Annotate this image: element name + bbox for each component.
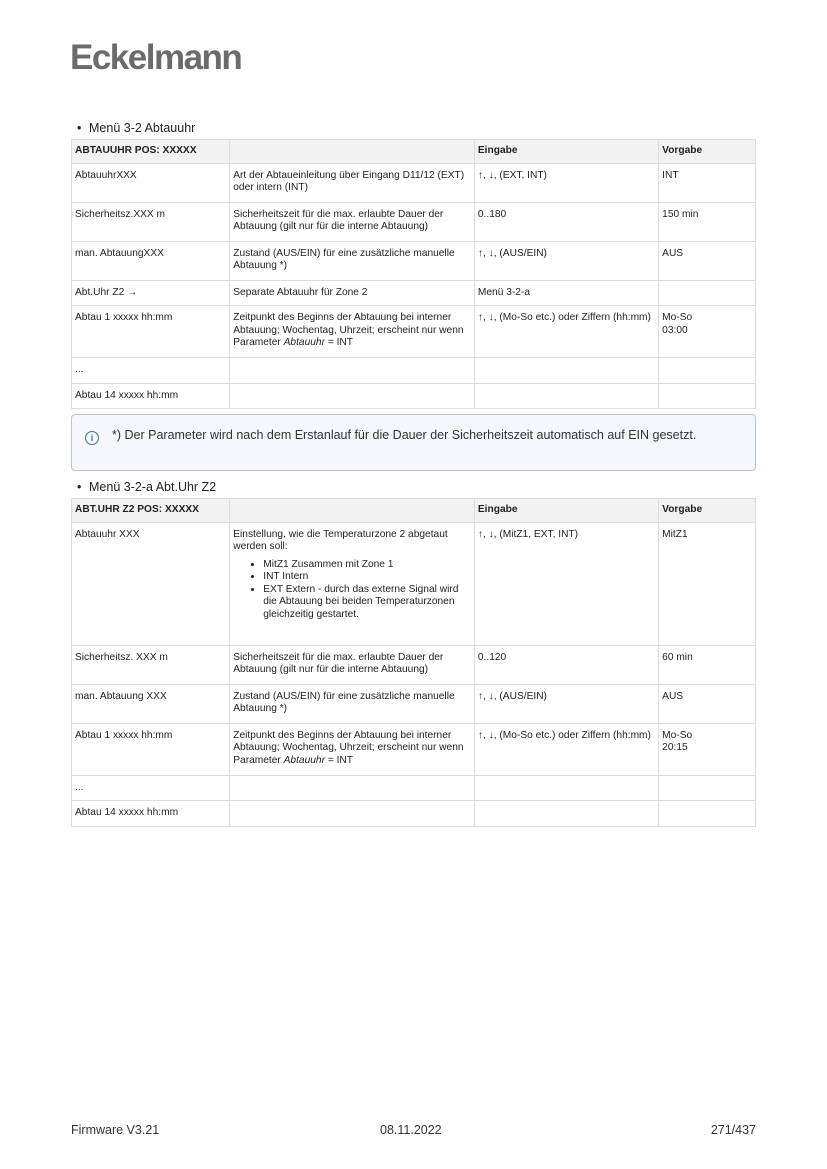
default-cell bbox=[659, 306, 756, 358]
default-cell bbox=[659, 801, 756, 827]
section-heading-text: Menü 3-2 Abtauuhr bbox=[89, 121, 196, 135]
info-icon: i bbox=[85, 431, 99, 445]
description-text: = INT bbox=[324, 337, 354, 348]
header-cell: Eingabe bbox=[474, 140, 658, 164]
default-cell: 60 min bbox=[659, 645, 756, 684]
default-cell bbox=[659, 383, 756, 409]
description-cell: Zustand (AUS/EIN) für eine zusätzliche manuelle Abtauung *) bbox=[230, 684, 475, 723]
description-cell: Sicherheitszeit für die max. erlaubte Dauer der Abtauung (gilt nur für die interne Abtauung) bbox=[230, 202, 475, 241]
description-cell bbox=[230, 358, 475, 384]
input-cell bbox=[474, 358, 658, 384]
description-cell bbox=[230, 522, 475, 645]
input-cell bbox=[474, 801, 658, 827]
header-cell: Vorgabe bbox=[659, 499, 756, 523]
table-row bbox=[72, 241, 756, 280]
input-cell bbox=[474, 775, 658, 801]
default-cell: AUS bbox=[659, 684, 756, 723]
table-row bbox=[72, 522, 756, 645]
default-cell bbox=[659, 723, 756, 775]
bullet: • bbox=[77, 121, 82, 135]
table-row bbox=[72, 383, 756, 409]
input-cell bbox=[474, 383, 658, 409]
description-cell bbox=[230, 775, 475, 801]
table-row bbox=[72, 645, 756, 684]
bullet: • bbox=[77, 480, 82, 494]
parameter-cell: Sicherheitsz. XXX m bbox=[72, 645, 230, 684]
input-cell: ↑, ↓, (Mo-So etc.) oder Ziffern (hh:mm) bbox=[474, 306, 658, 358]
header-cell: Vorgabe bbox=[659, 140, 756, 164]
parameter-cell: man. AbtauungXXX bbox=[72, 241, 230, 280]
table-row bbox=[72, 163, 756, 202]
footer-firmware-version: Firmware V3.21 bbox=[71, 1123, 160, 1137]
section-heading-text: Menü 3-2-a Abt.Uhr Z2 bbox=[89, 480, 217, 494]
parameter-cell: ... bbox=[72, 775, 230, 801]
parameter-name: Abtauuhr bbox=[283, 754, 325, 766]
default-day: Mo-So bbox=[662, 312, 693, 323]
description-cell: Separate Abtauuhr für Zone 2 bbox=[230, 280, 475, 306]
description-text: = INT bbox=[324, 754, 354, 766]
table-row bbox=[72, 775, 756, 801]
default-day: Mo-So bbox=[662, 729, 693, 741]
list-item: • INT Intern bbox=[263, 571, 471, 584]
description-text: Zeitpunkt des Beginns der Abtauung bei interner Abtauung; Wochentag, Uhrzeit; erscheint nur wenn Parameter bbox=[233, 729, 464, 766]
description-cell: Zustand (AUS/EIN) für eine zusätzliche manuelle Abtauung *) bbox=[230, 241, 475, 280]
description-cell bbox=[230, 383, 475, 409]
header-cell bbox=[230, 140, 475, 164]
info-note bbox=[71, 414, 756, 471]
header-cell: ABT.UHR Z2 POS: XXXXX bbox=[72, 499, 230, 523]
table-row bbox=[72, 801, 756, 827]
parameter-cell: ... bbox=[72, 358, 230, 384]
input-cell: 0..120 bbox=[474, 645, 658, 684]
input-cell: ↑, ↓, (EXT, INT) bbox=[474, 163, 658, 202]
default-cell: INT bbox=[659, 163, 756, 202]
default-time: 20:15 bbox=[662, 742, 688, 753]
header-cell bbox=[230, 499, 475, 523]
abtauuhr-table bbox=[71, 139, 756, 409]
table-row bbox=[72, 202, 756, 241]
default-cell bbox=[659, 358, 756, 384]
table-row bbox=[72, 306, 756, 358]
default-time: 03:00 bbox=[662, 324, 688, 336]
parameter-cell: Abtau 14 xxxxx hh:mm bbox=[72, 801, 230, 827]
default-cell: 150 min bbox=[659, 202, 756, 241]
input-cell: ↑, ↓, (Mo-So etc.) oder Ziffern (hh:mm) bbox=[474, 723, 658, 775]
default-cell: AUS bbox=[659, 241, 756, 280]
table-header-row bbox=[72, 499, 756, 523]
description-cell bbox=[230, 801, 475, 827]
table-row bbox=[72, 684, 756, 723]
default-cell bbox=[659, 280, 756, 306]
table-row bbox=[72, 723, 756, 775]
input-cell: ↑, ↓, (MitZ1, EXT, INT) bbox=[474, 522, 658, 645]
description-cell bbox=[230, 306, 475, 358]
header-cell: ABTAUUHR POS: XXXXX bbox=[72, 140, 230, 164]
parameter-cell: Abtau 14 xxxxx hh:mm bbox=[72, 383, 230, 409]
input-cell: ↑, ↓, (AUS/EIN) bbox=[474, 241, 658, 280]
section-heading-menu-3-2-a bbox=[77, 480, 216, 494]
input-cell: Menü 3-2-a bbox=[474, 280, 658, 306]
parameter-cell: AbtauuhrXXX bbox=[72, 163, 230, 202]
default-cell bbox=[659, 775, 756, 801]
eckelmann-logo: Eckelmann bbox=[70, 38, 242, 77]
description-cell: Sicherheitszeit für die max. erlaubte Dauer der Abtauung (gilt nur für die interne Abtauung) bbox=[230, 645, 475, 684]
header-cell: Eingabe bbox=[474, 499, 658, 523]
footer-page-number: 271/437 bbox=[710, 1123, 756, 1137]
footer-date: 08.11.2022 bbox=[380, 1123, 442, 1137]
table-row bbox=[72, 280, 756, 306]
parameter-cell: Abtau 1 xxxxx hh:mm bbox=[72, 723, 230, 775]
description-cell: Art der Abtaueinleitung über Eingang D11/12 (EXT) oder intern (INT) bbox=[230, 163, 475, 202]
input-cell: 0..180 bbox=[474, 202, 658, 241]
table-header-row bbox=[72, 140, 756, 164]
description-text: Zeitpunkt des Beginns der Abtauung bei interner Abtauung; Wochentag, Uhrzeit; erscheint nur wenn Parameter bbox=[233, 312, 464, 348]
parameter-name: Abtauuhr bbox=[283, 337, 325, 348]
default-cell: MitZ1 bbox=[659, 522, 756, 645]
note-text: *) Der Parameter wird nach dem Erstanlauf für die Dauer der Sicherheitszeit automatisch auf EIN gesetzt. bbox=[112, 428, 697, 442]
parameter-cell: Sicherheitsz.XXX m bbox=[72, 202, 230, 241]
parameter-cell: man. Abtauung XXX bbox=[72, 684, 230, 723]
parameter-cell: Abtauuhr XXX bbox=[72, 522, 230, 645]
option-list bbox=[233, 559, 471, 622]
parameter-cell: Abt.Uhr Z2 → bbox=[72, 280, 230, 306]
parameter-cell: Abtau 1 xxxxx hh:mm bbox=[72, 306, 230, 358]
table-row bbox=[72, 358, 756, 384]
abt-uhr-z2-table bbox=[71, 498, 756, 827]
description-text: Einstellung, wie die Temperaturzone 2 abgetaut werden soll: bbox=[233, 528, 448, 552]
list-item: • EXT Extern - durch das externe Signal wird die Abtauung bei beiden Temperaturzonen gleichzeitig gestartet. bbox=[263, 584, 471, 622]
section-heading-menu-3-2 bbox=[77, 121, 195, 135]
description-cell bbox=[230, 723, 475, 775]
input-cell: ↑, ↓, (AUS/EIN) bbox=[474, 684, 658, 723]
list-item: • MitZ1 Zusammen mit Zone 1 bbox=[263, 559, 471, 572]
